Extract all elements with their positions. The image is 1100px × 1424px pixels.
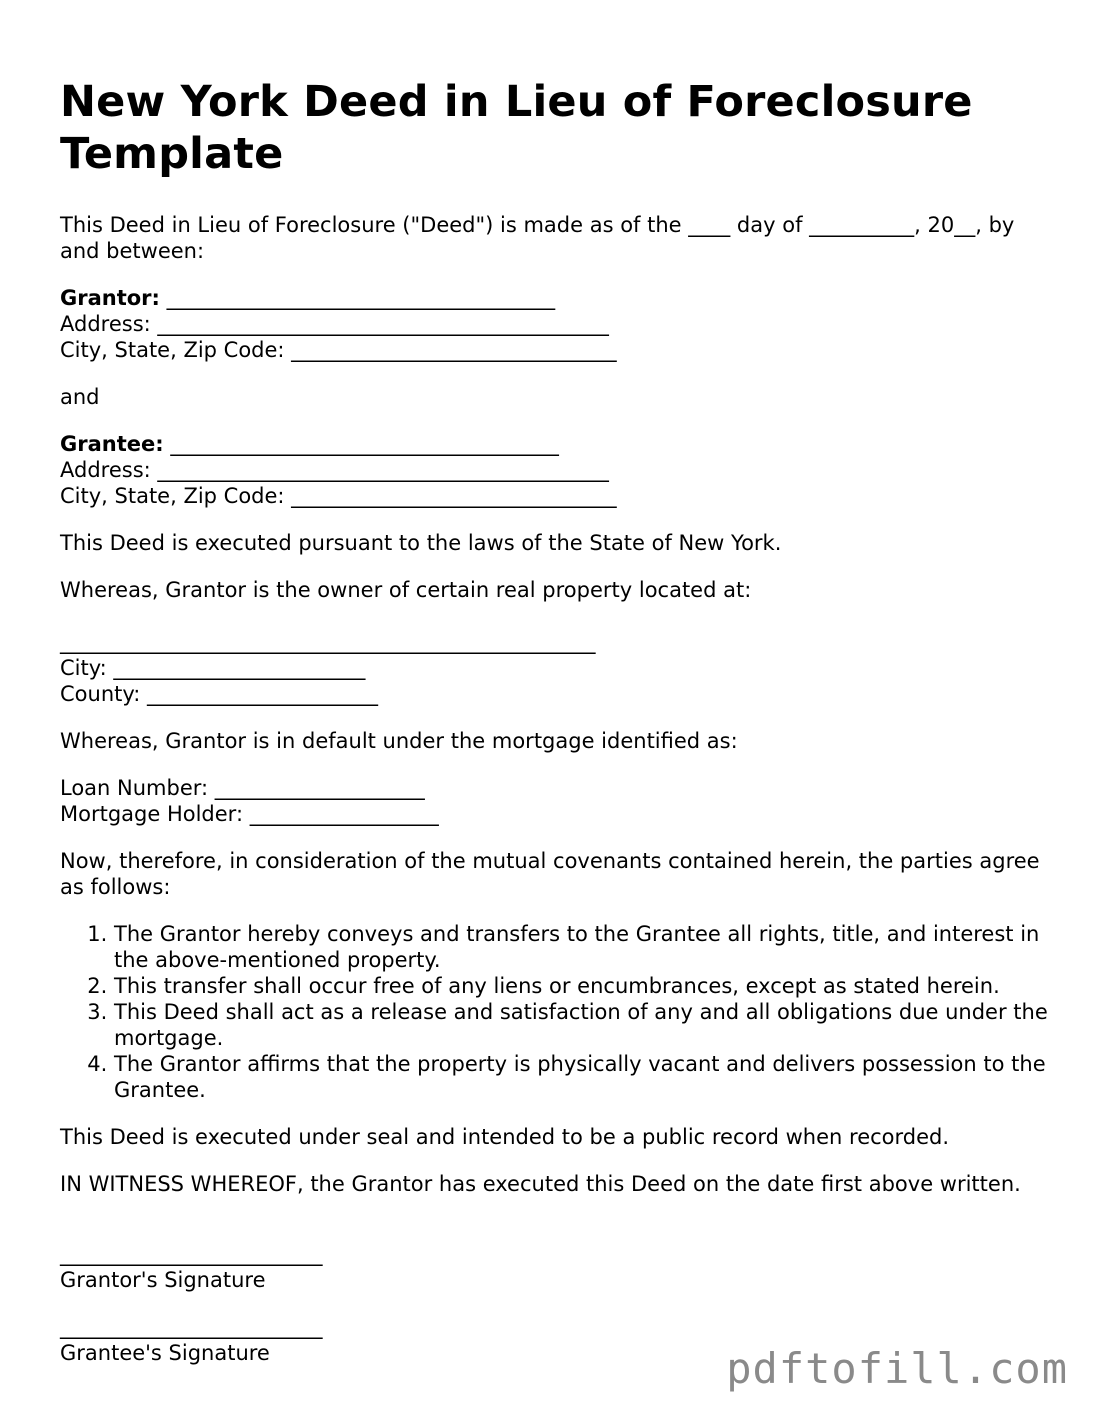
grantee-name-blank: _____________________________________: [163, 432, 559, 456]
property-block: [60, 629, 1050, 707]
grantor-address: Address: ___________________________________________: [60, 312, 609, 336]
consideration-paragraph: Now, therefore, in consideration of the mutual covenants contained herein, the parties agree as follows:: [60, 849, 1040, 899]
grantee-label: Grantee:: [60, 432, 164, 456]
property-city: City: ________________________: [60, 656, 366, 680]
loan-number: Loan Number: ____________________: [60, 776, 425, 800]
watermark-logo: pdftofill.com: [726, 1344, 1068, 1393]
seal-paragraph: This Deed is executed under seal and intended to be a public record when recorded.: [60, 1125, 950, 1149]
grantee-signature-label: Grantee's Signature: [60, 1341, 270, 1365]
grantee-name-line: [60, 431, 1050, 457]
grantor-city-state-zip: City, State, Zip Code: _______________________________: [60, 338, 617, 362]
intro-paragraph: This Deed in Lieu of Foreclosure ("Deed") is made as of the ____ day of __________, 20__, by and between:: [60, 213, 1015, 263]
grantor-name-blank: _____________________________________: [159, 286, 556, 310]
term-item: 2. This transfer shall occur free of any liens or encumbrances, except as stated herein.: [114, 973, 1050, 999]
mortgage-holder: Mortgage Holder: __________________: [60, 802, 439, 826]
terms-list: [60, 921, 1050, 1103]
and-text: and: [60, 385, 100, 409]
property-whereas: Whereas, Grantor is the owner of certain real property located at:: [60, 578, 752, 602]
document-page: [60, 76, 1050, 1387]
mortgage-whereas: Whereas, Grantor is in default under the mortgage identified as:: [60, 729, 738, 753]
grantee-block: [60, 431, 1050, 509]
grantor-signature-label: Grantor's Signature: [60, 1268, 266, 1292]
witness-paragraph: IN WITNESS WHEREOF, the Grantor has executed this Deed on the date first above written.: [60, 1172, 1021, 1196]
property-county: County: ______________________: [60, 682, 379, 706]
document-title: New York Deed in Lieu of Foreclosure Template: [60, 77, 973, 179]
term-item: 3. This Deed shall act as a release and satisfaction of any and all obligations due under the mortgage.: [114, 999, 1050, 1051]
term-item: 4. The Grantor affirms that the property is physically vacant and delivers possession to the Grantee.: [114, 1051, 1050, 1103]
grantee-signature-line: _________________________: [60, 1315, 323, 1339]
term-item: 1. The Grantor hereby conveys and transfers to the Grantee all rights, title, and interest in the above-mentioned property.: [114, 921, 1050, 973]
grantor-block: [60, 285, 1050, 363]
grantee-city-state-zip: City, State, Zip Code: _______________________________: [60, 484, 617, 508]
grantor-signature-block: [60, 1241, 1050, 1293]
property-address-line: ___________________________________________________: [60, 630, 596, 654]
grantee-address: Address: ___________________________________________: [60, 458, 609, 482]
grantor-name-line: [60, 285, 1050, 311]
executed-law-paragraph: This Deed is executed pursuant to the laws of the State of New York.: [60, 531, 782, 555]
grantor-signature-line: _________________________: [60, 1242, 323, 1266]
grantor-label: Grantor:: [60, 286, 160, 310]
mortgage-block: [60, 775, 1050, 827]
